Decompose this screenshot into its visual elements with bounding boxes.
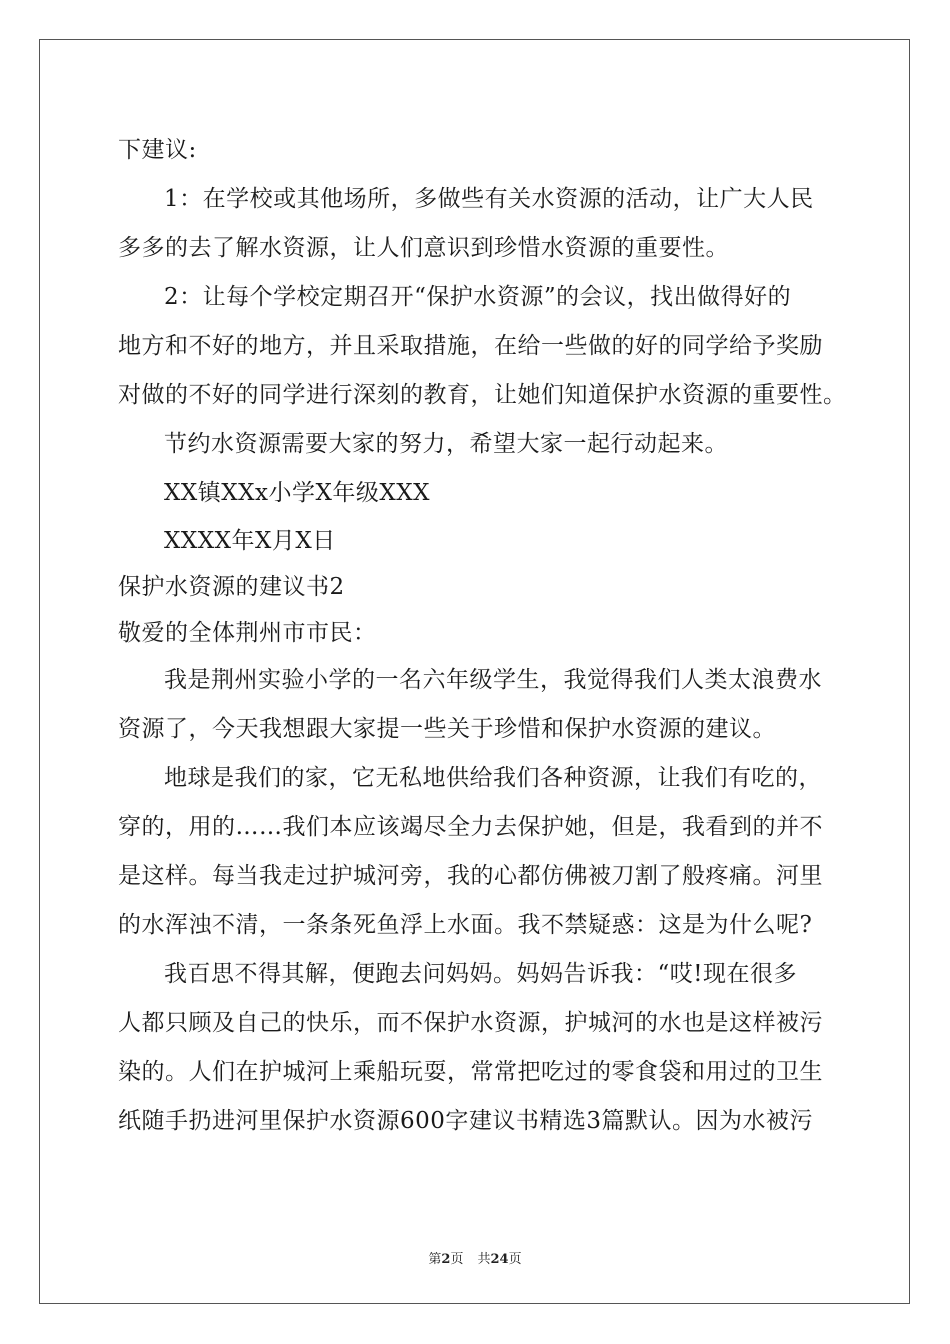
text-line: 多多的去了解水资源，让人们意识到珍惜水资源的重要性。: [118, 235, 729, 261]
signature-line: XX镇XXx小学X年级XXX: [164, 480, 430, 506]
total-suffix: 页: [508, 1252, 522, 1267]
text-line: 2：让每个学校定期召开“保护水资源”的会议，找出做得好的: [164, 284, 792, 310]
text-line: 的水浑浊不清，一条条死鱼浮上水面。我不禁疑惑：这是为什么呢?: [118, 912, 813, 938]
page-suffix: 页: [450, 1252, 464, 1267]
text-line: 我百思不得其解，便跑去问妈妈。妈妈告诉我：“哎!现在很多: [164, 961, 798, 987]
text-line: 染的。人们在护城河上乘船玩耍，常常把吃过的零食袋和用过的卫生: [118, 1059, 823, 1085]
page-prefix: 第: [428, 1252, 442, 1267]
page-footer: [0, 1248, 950, 1267]
text-line: 我是荆州实验小学的一名六年级学生，我觉得我们人类太浪费水: [164, 667, 822, 693]
text-line: 纸随手扔进河里保护水资源600字建议书精选3篇默认。因为水被污: [118, 1108, 814, 1134]
text-line: 1：在学校或其他场所，多做些有关水资源的活动，让广大人民: [164, 186, 814, 212]
date-line: XXXX年X月X日: [164, 528, 336, 554]
text-line: 下建议:: [118, 137, 197, 163]
document-body: [118, 126, 847, 1146]
text-line: 节约水资源需要大家的努力，希望大家一起行动起来。: [164, 431, 728, 457]
text-line: 人都只顾及自己的快乐，而不保护水资源，护城河的水也是这样被污: [118, 1010, 823, 1036]
total-pages: 24: [490, 1252, 509, 1267]
page-number: 2: [441, 1252, 451, 1267]
text-line: 是这样。每当我走过护城河旁，我的心都仿佛被刀割了般疼痛。河里: [118, 863, 823, 889]
text-line: 对做的不好的同学进行深刻的教育，让她们知道保护水资源的重要性。: [118, 382, 847, 408]
section-title: 保护水资源的建议书2: [118, 574, 345, 600]
text-line: 穿的，用的……我们本应该竭尽全力去保护她，但是，我看到的并不: [118, 814, 823, 840]
salutation: 敬爱的全体荆州市市民：: [118, 620, 377, 646]
text-line: 资源了，今天我想跟大家提一些关于珍惜和保护水资源的建议。: [118, 716, 776, 742]
text-line: 地球是我们的家，它无私地供给我们各种资源，让我们有吃的，: [164, 765, 822, 791]
total-prefix: 共: [477, 1252, 491, 1267]
text-line: 地方和不好的地方，并且采取措施，在给一些做的好的同学给予奖励: [118, 333, 823, 359]
